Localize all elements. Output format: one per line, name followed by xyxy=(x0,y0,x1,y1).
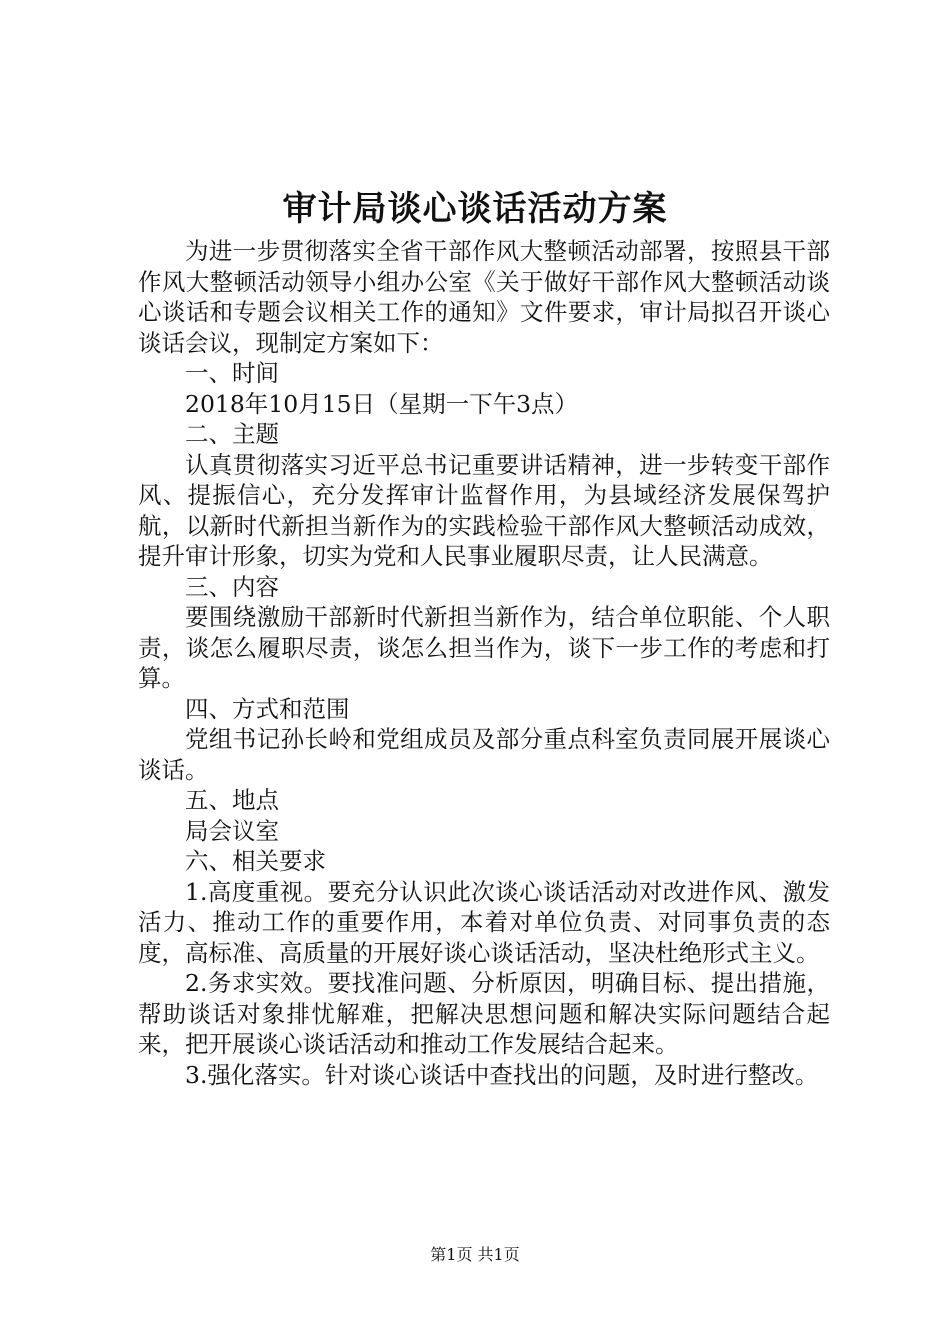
requirement-item-3: 3.强化落实。针对谈心谈话中查找出的问题，及时进行整改。 xyxy=(185,1060,819,1089)
location-paragraph: 局会议室 xyxy=(185,816,279,845)
method-paragraph: 党组书记孙长岭和党组成员及部分重点科室负责同展开展谈心谈话。 xyxy=(138,725,830,784)
requirement-item-2: 2.务求实效。要找准问题、分析原因，明确目标、提出措施，帮助谈话对象排忧解难，把解决思想问题和解决实际问题结合起来，把开展谈心谈话活动和推动工作发展结合起来。 xyxy=(138,969,830,1058)
section-heading-theme: 二、主题 xyxy=(185,420,279,448)
section-heading-requirements: 六、相关要求 xyxy=(185,847,326,875)
theme-paragraph: 认真贯彻落实习近平总书记重要讲话精神，进一步转变干部作风、提振信心，充分发挥审计监督作用，为县域经济发展保驾护航，以新时代新担当新作为的实践检验干部作风大整顿活动成效，提升审计形象，切实为党和人民事业履职尽责，让人民满意。 xyxy=(138,450,830,570)
document-title: 审计局谈心谈话活动方案 xyxy=(282,189,668,229)
section-heading-content: 三、内容 xyxy=(185,572,279,601)
section-heading-time: 一、时间 xyxy=(185,359,279,387)
time-paragraph: 2018年10月15日（星期一下午3点） xyxy=(185,389,579,418)
section-heading-location: 五、地点 xyxy=(185,786,279,814)
document-body xyxy=(138,236,830,1090)
content-paragraph: 要围绕激励干部新时代新担当新作为，结合单位职能、个人职责，谈怎么履职尽责，谈怎么担当作为，谈下一步工作的考虑和打算。 xyxy=(138,603,830,692)
intro-paragraph: 为进一步贯彻落实全省干部作风大整顿活动部署，按照县干部作风大整顿活动领导小组办公室《关于做好干部作风大整顿活动谈心谈话和专题会议相关工作的通知》文件要求，审计局拟召开谈心谈话会议，现制定方案如下： xyxy=(138,237,830,357)
section-heading-method: 四、方式和范围 xyxy=(185,694,350,723)
page-footer: 第1页 共1页 xyxy=(430,1245,520,1264)
requirement-item-1: 1.高度重视。要充分认识此次谈心谈话活动对改进作风、激发活力、推动工作的重要作用，本着对单位负责、对同事负责的态度，高标准、高质量的开展好谈心谈话活动，坚决杜绝形式主义。 xyxy=(138,877,830,967)
